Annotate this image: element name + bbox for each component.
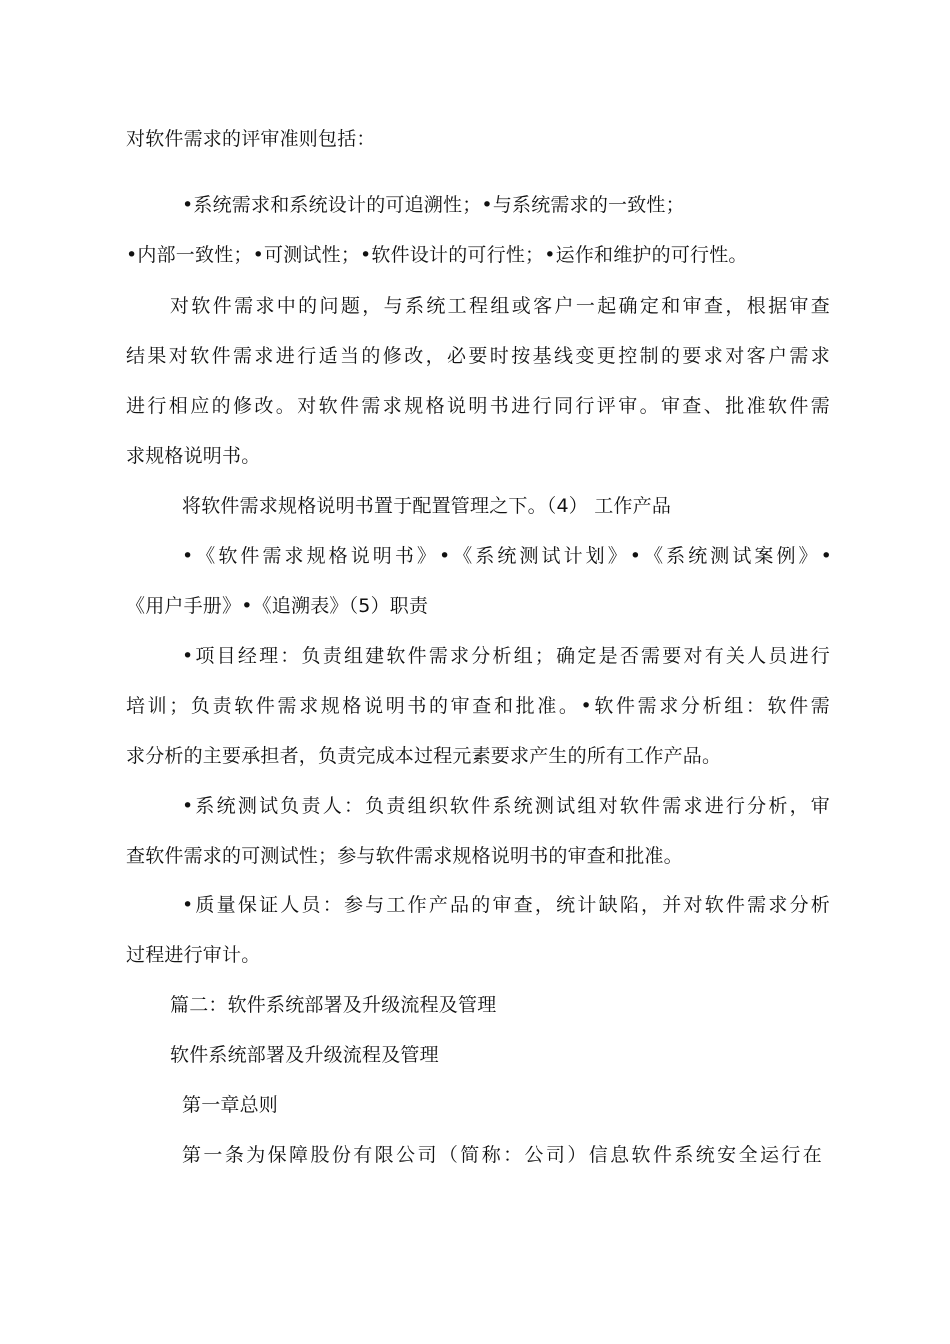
article-one: 第一条为保障股份有限公司（简称：公司）信息软件系统安全运行在 <box>182 1144 822 1166</box>
chapter-heading: 第一章总则 <box>182 1094 279 1116</box>
paragraph-line: 查软件需求的可测试性；参与软件需求规格说明书的审查和批准。 <box>126 845 683 867</box>
paragraph-line: •项目经理：负责组建软件需求分析组；确定是否需要对有关人员进行 <box>182 645 830 667</box>
paragraph-line: 过程进行审计。 <box>126 944 261 966</box>
work-products-heading: 将软件需求规格说明书置于配置管理之下。（4） 工作产品 <box>182 495 672 517</box>
paragraph-line: 求分析的主要承担者，负责完成本过程元素要求产生的所有工作产品。 <box>126 745 722 767</box>
criteria-intro: 对软件需求的评审准则包括： <box>126 128 376 150</box>
paragraph-line: •质量保证人员：参与工作产品的审查，统计缺陷，并对软件需求分析 <box>182 894 830 916</box>
criteria-bullets-2: •内部一致性；•可测试性；•软件设计的可行性；•运作和维护的可行性。 <box>126 244 748 266</box>
part-two-title: 篇二：软件系统部署及升级流程及管理 <box>170 994 497 1016</box>
paragraph-line: •系统测试负责人：负责组织软件系统测试组对软件需求进行分析，审 <box>182 795 830 817</box>
document-title: 软件系统部署及升级流程及管理 <box>170 1044 439 1066</box>
work-products-list: •《软件需求规格说明书》•《系统测试计划》•《系统测试案例》• <box>182 545 832 567</box>
responsibilities-heading: 《用户手册》•《追溯表》（5）职责 <box>126 595 429 617</box>
paragraph-line: 培训；负责软件需求规格说明书的审查和批准。•软件需求分析组：软件需 <box>126 695 830 717</box>
criteria-bullets-1: •系统需求和系统设计的可追溯性；•与系统需求的一致性； <box>182 194 685 216</box>
paragraph-line: 求规格说明书。 <box>126 445 261 467</box>
paragraph-line: 对软件需求中的问题，与系统工程组或客户一起确定和审查，根据审查 <box>170 295 830 317</box>
paragraph-line: 结果对软件需求进行适当的修改，必要时按基线变更控制的要求对客户需求 <box>126 345 830 367</box>
paragraph-line: 进行相应的修改。对软件需求规格说明书进行同行评审。审查、批准软件需 <box>126 395 830 417</box>
